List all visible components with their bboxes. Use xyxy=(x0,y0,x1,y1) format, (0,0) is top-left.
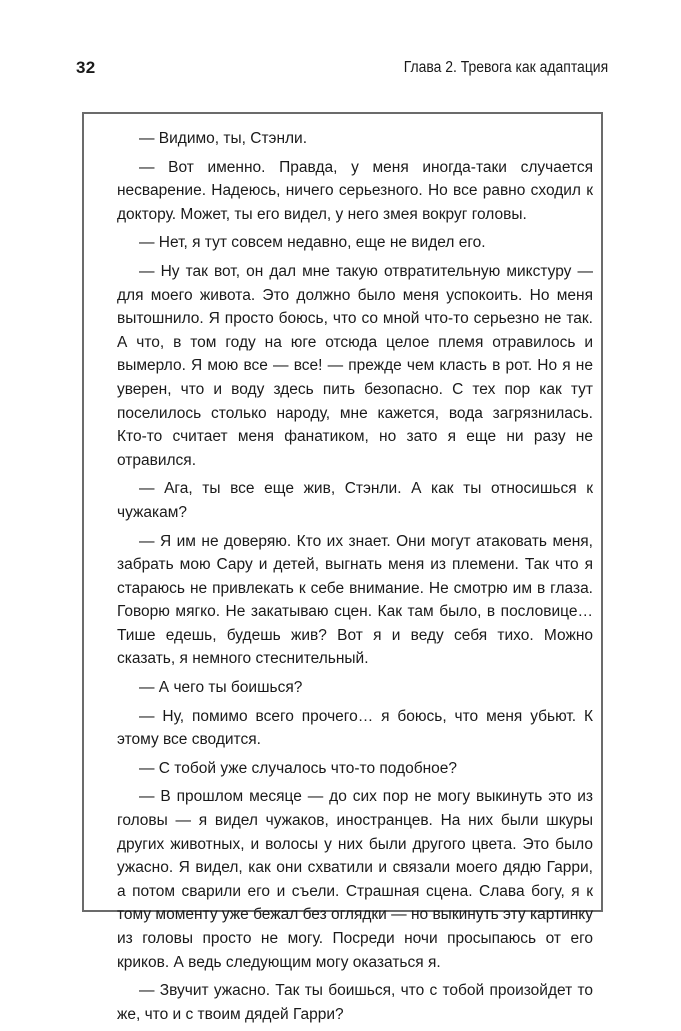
paragraph: — Звучит ужасно. Так ты боишься, что с тобой произойдет то же, что и с твоим дядей Гарри? xyxy=(117,982,593,1023)
paragraph: — Нет, я тут совсем недавно, еще не видел его. xyxy=(139,234,486,252)
paragraph: — Ну, помимо всего прочего… я боюсь, что меня убьют. К этому все сводится. xyxy=(117,707,593,749)
paragraph: — Я им не доверяю. Кто их знает. Они могут атаковать меня, забрать мою Сару и детей, выгнать меня из племени. Так что я стараюсь не привлекать к себе внимание. Не смотрю им в глаза. Говорю мягко. Не закатываю сцен. Как там было, в пословице… Тише едешь, будешь жив? Вот я и веду себя тихо. Можно сказать, я немного стеснительный. xyxy=(117,532,593,668)
dialogue-text xyxy=(117,127,593,1031)
paragraph: — Ага, ты все еще жив, Стэнли. А как ты относишься к чужакам? xyxy=(117,480,593,521)
paragraph: — В прошлом месяце — до сих пор не могу выкинуть это из головы — я видел чужаков, иностранцев. На них были шкуры других животных, и волосы у них были другого цвета. Это было ужасно. Я видел, как они схватили и связали моего дядю Гарри, а потом сварили его и съели. Страшная сцена. Слава богу, я к тому моменту уже бежал без оглядки — но выкинуть эту картинку из головы просто не могу. Посреди ночи просыпаюсь от его криков. А ведь следующим могу оказаться я. xyxy=(117,788,593,971)
paragraph: — А чего ты боишься? xyxy=(139,679,303,697)
paragraph: — Ну так вот, он дал мне такую отвратительную микстуру — для моего живота. Это должно было меня успокоить. Но меня вытошнило. Я просто боюсь, что со мной что-то серьезно не так. А что, в том году на юге отсюда целое племя отравилось и вымерло. Я мою все — все! — прежде чем класть в рот. Но я не уверен, что и воду здесь пить безопасно. С тех пор как тут поселилось столько народу, мне кажется, вода загрязнилась. Кто-то считает меня фанатиком, но зато я еще ни разу не отравился. xyxy=(117,262,593,469)
chapter-title: Глава 2. Тревога как адаптация xyxy=(403,59,608,76)
paragraph: — С тобой уже случалось что-то подобное? xyxy=(139,759,458,777)
paragraph: — Вот именно. Правда, у меня иногда-таки случается несварение. Надеюсь, ничего серьезного. Но все равно сходил к доктору. Может, ты его видел, у него змея вокруг головы. xyxy=(117,158,593,223)
running-head xyxy=(76,58,608,84)
page-number: 32 xyxy=(76,58,96,77)
paragraph: — Видимо, ты, Стэнли. xyxy=(139,130,308,147)
